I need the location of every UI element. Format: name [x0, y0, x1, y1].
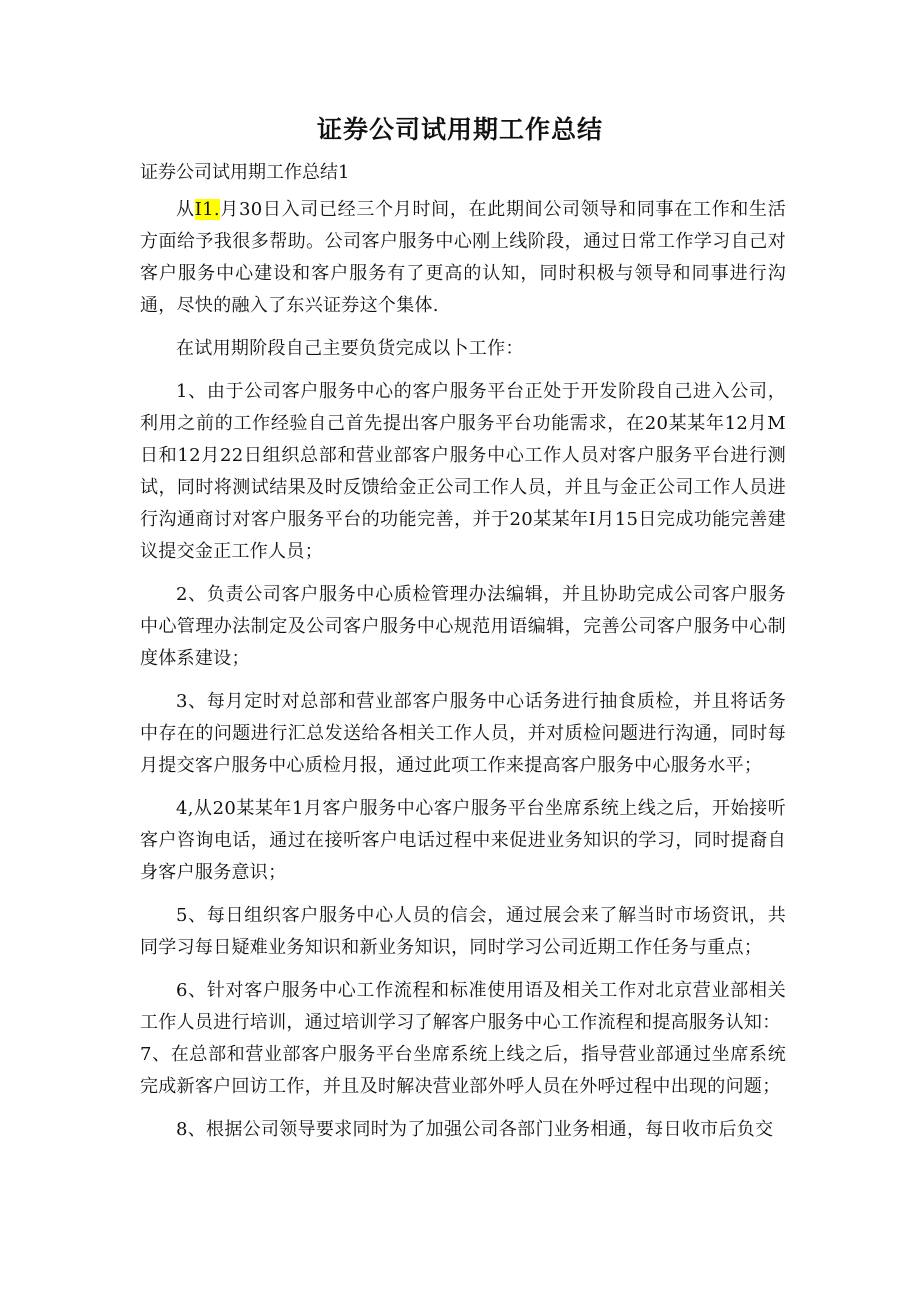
paragraph-tasks-intro: 在试用期阶段自己主要负货完成以卜工作： [176, 338, 524, 359]
document-subtitle: 证券公司试用期工作总结1 [140, 162, 350, 183]
document-title: 证券公司试用期工作总结 [316, 115, 603, 144]
paragraph-item-1: 1、由于公司客户服务中心的客户服务平台正处于开发阶段自己进入公司，利用之前的工作经验自己首先提出客户服务平台功能需求，在20某某年12月M日和12月22日组织总部和营业部客户服务中心工作人员对客户服务平台进行测试，同时将测试结果及时反馈给金正公司工作人员，并且与金正公司工作人员进行沟通商讨对客户服务平台的功能完善，并于20某某年I月15日完成功能完善建议提交金正工作人员； [140, 381, 786, 562]
intro-prefix: 从 [176, 199, 195, 220]
intro-paragraph [140, 194, 786, 322]
paragraph-item-3: 3、每月定时对总部和营业部客户服务中心话务进行抽食质检，并且将话务中存在的问题进行汇总发送给各相关工作人员，并对质检问题进行沟通，同时每月提交客户服务中心质检月报，通过此项工作来提高客户服务中心服务水平； [140, 691, 786, 776]
paragraph-item-2: 2、负责公司客户服务中心质检管理办法编辑，并且协助完成公司客户服务中心管理办法制定及公司客户服务中心规范用语编辑，完善公司客户服务中心制度体系建设； [140, 584, 786, 669]
highlighted-text: I1. [194, 199, 220, 220]
document-body [140, 194, 786, 1157]
paragraph-item-4: 4,从20某某年1月客户服务中心客户服务平台坐席系统上线之后，开始接听客户咨询电话，通过在接听客户电话过程中来促进业务知识的学习，同时提裔自身客户服务意识； [140, 798, 786, 883]
intro-rest: 月30日入司已经三个月时间，在此期间公司领导和同事在工作和生活方面给予我很多帮助。公司客户服务中心刚上线阶段，通过日常工作学习自己对客户服务中心建设和客户服务有了更高的认知，同时积极与领导和同事进行沟通，尽快的融入了东兴证券这个集体. [140, 199, 786, 316]
paragraph-item-6: 6、针对客户服务中心工作流程和标准使用语及相关工作对北京营业部相关工作人员进行培训，通过培训学习了解客户服务中心工作流程和提高服务认知： [140, 980, 786, 1033]
paragraph-item-5: 5、每日组织客户服务中心人员的信会，通过展会来了解当时市场资讯，共同学习每日疑难业务知识和新业务知识，同时学习公司近期工作任务与重点； [140, 905, 786, 958]
paragraph-item-7: 7、在总部和营业部客户服务平台坐席系统上线之后，指导营业部通过坐席系统完成新客户回访工作，并且及时解决营业部外呼人员在外呼过程中出现的问题； [140, 1044, 786, 1097]
paragraph-item-8: 8、根据公司领导要求同时为了加强公司各部门业务相通，每日收市后负交 [176, 1119, 774, 1140]
